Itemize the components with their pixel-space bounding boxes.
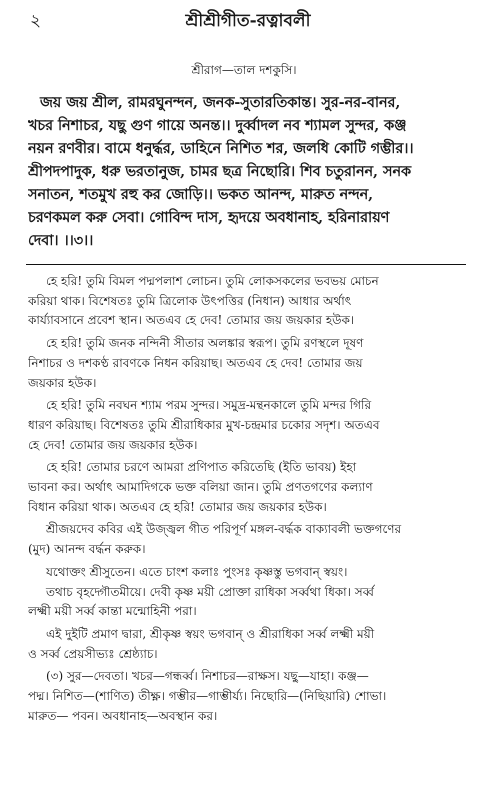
commentary-line: হে হরি! তুমি জনক নন্দিনী সীতার অলঙ্কার স্বরূপ। তুমি রণস্থলে দূষণ	[46, 336, 364, 351]
commentary-line: ধারণ করিয়াছ। বিশেষতঃ তুমি শ্রীরাধিকার মুখ-চন্দ্রমার চকোর সদৃশ। অতএব	[28, 417, 380, 432]
verse-line: চরণকমল করু সেবা। গোবিন্দ দাস, হৃদয়ে অবধানাহ, হরিনারায়ণ	[28, 210, 390, 226]
raga-tala-heading: শ্রীরাগ—তাল দশকুসি।	[191, 63, 297, 77]
commentary-section	[28, 272, 466, 726]
footnote-line: পদ্ম। নিশিত—(শাণিত) তীক্ষ্ণ। গম্ভীর—গাম্ভীর্য্য। নিছোরি—(নিছিয়ারি) শোভা।	[28, 689, 387, 704]
commentary-line: ও সর্ব্ব প্রেয়সীভ্যঃ শ্রেষ্ঠ্যাচ।	[28, 646, 158, 661]
commentary-line: যথোক্তং শ্রীসুতেন। এতে চাংশ কলাঃ পুংসঃ কৃষ্ণস্তু ভগবান্ স্বয়ং।	[46, 564, 348, 579]
commentary-line: হে হরি! তোমার চরণে আমরা প্রণিপাত করিতেছি (ইতি ভাবয়) ইহা	[46, 460, 357, 475]
verse-line: দেবা। ।।৩।।	[28, 233, 94, 249]
commentary-line: হে দেব! তোমার জয় জয়কার হউক।	[28, 437, 198, 452]
commentary-line: কার্য্যাবসানে প্রবেশ স্থান। অতএব হে দেব! তোমার জয় জয়কার হউক।	[28, 313, 355, 328]
commentary-line: (মুদ) আনন্দ বৰ্দ্ধন করুক।	[28, 542, 146, 557]
verse-line: সনাতন, শতমুখ রহু কর জোড়ি।। ভকত আনন্দ, মারুত নন্দন,	[28, 187, 374, 203]
verse-line: খচর নিশাচর, যছু গুণ গায়ে অনন্ত।। দুর্ব্বাদল নব শ্যামল সুন্দর, কঞ্জ	[28, 118, 407, 134]
section-divider	[26, 264, 466, 265]
commentary-line: শ্রীজয়দেব কবির এই উজ্জ্বল গীত পরিপূর্ণ মঙ্গল-বৰ্দ্ধক বাক্যাবলী ভক্তগণের	[46, 522, 402, 537]
commentary-line: ভাবনা কর। অর্থাৎ আমাদিগকে ভক্ত বলিয়া জান। তুমি প্রণতগণের কল্যাণ	[28, 480, 373, 495]
commentary-line: জয়কার হউক।	[28, 375, 97, 390]
page-header	[30, 8, 466, 34]
footnote-line: (৩) সুর—দেবতা। খচর—গন্ধৰ্ব্ব। নিশাচর—রাক্ষস। যছু—যাহা। কঞ্জ—	[46, 669, 369, 684]
song-verse	[28, 92, 466, 253]
page-number: ২	[30, 11, 42, 31]
commentary-line: হে হরি! তুমি বিমল পদ্মপলাশ লোচন। তুমি লোকসকলের ভবভয় মোচন	[46, 274, 379, 288]
verse-line: জয় জয় শ্রীল, রামরঘুনন্দন, জনক-সুতারতিকান্ত। সুর-নর-বানর,	[40, 95, 401, 111]
commentary-line: নিশাচর ও দশকণ্ঠ রাবণকে নিধন করিয়াছ। অতএব হে দেব! তোমার জয়	[28, 355, 363, 370]
commentary-line: বিধান করিয়া থাক। অতএব হে হরি! তোমার জয় জয়কার হউক।	[28, 499, 327, 514]
verse-line: নয়ন রণবীর। বামে ধনুর্দ্ধর, ডাহিনে নিশিত শর, জলধি কোটি গম্ভীর।।	[28, 141, 414, 157]
commentary-line: হে হরি! তুমি নবঘন শ্যাম পরম সুন্দর। সমুদ্র-মন্থনকালে তুমি মন্দর গিরি	[46, 398, 372, 413]
footnote-line: মারুত— পবন। অবধানাহ—অবস্থান কর।	[28, 708, 218, 723]
commentary-line: তথাচ বৃহদ্গৌতমীয়ে। দেবী কৃষ্ণ ময়ী প্রোক্তা রাধিকা সর্ব্বথা ধিকা। সর্ব্ব	[46, 584, 374, 599]
commentary-line: লক্ষ্মী ময়ী সর্ব্ব কান্তা মন্মোহিনী পরা।	[28, 604, 197, 619]
commentary-line: করিয়া থাক। বিশেষতঃ তুমি ত্রিলোক উৎপত্তির (নিধান) আধার অর্থাৎ	[28, 293, 352, 308]
running-title: শ্রীশ্রীগীত-রত্নাবলী	[185, 11, 311, 31]
verse-line: শ্রীপদপাদুক, ধরু ভরতানুজ, চামর ছত্র নিছোরি। শিব চতুরানন, সনক	[28, 164, 411, 180]
commentary-line: এই দুইটি প্রমাণ দ্বারা, শ্রীকৃষ্ণ স্বয়ং ভগবান্ ও শ্রীরাধিকা সর্ব্ব লক্ষ্মী ময়ী	[46, 626, 375, 641]
